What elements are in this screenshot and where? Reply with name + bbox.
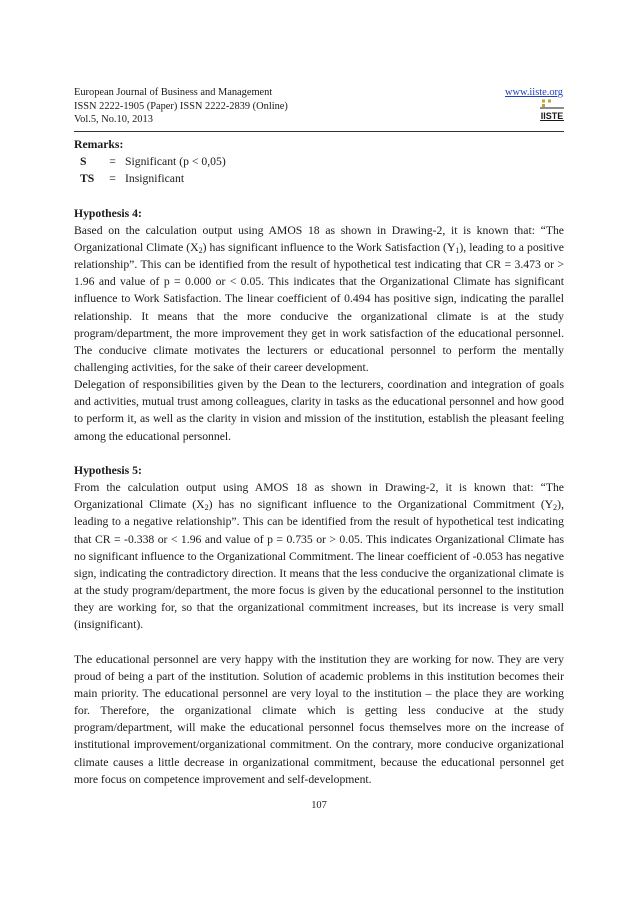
journal-issn: ISSN 2222-1905 (Paper) ISSN 2222-2839 (Online)	[74, 100, 288, 112]
remarks-title: Remarks:	[74, 138, 124, 151]
hypothesis-4-title: Hypothesis 4:	[74, 206, 142, 220]
journal-volume: Vol.5, No.10, 2013	[74, 114, 153, 126]
remark-text: Insignificant	[125, 172, 185, 186]
remark-symbol: TS	[80, 172, 95, 186]
hypothesis-4-paragraph-1: Based on the calculation output using AMOS 18 as shown in Drawing-2, it is known that: “The Organizational Climate $(X_2)$ has significant influence to the Work Satisfaction $(Y_1)$, leading to a positive relationship”. This can be identified from the result of hypothetical test indicating that CR = 3.473 or > 1.96 and value of p = 0.000 or < 0.05. This indicates that the Organizational Climate has significant influence to Work Satisfaction. The linear coefficient of 0.494 has positive sign, indicating the parallel relationship. It means that the more conducive the organizational climate is at the study program/department, the more improvement they get in work satisfaction of the educational personnel. The conducive climate motivates the lecturers or educational personnel to perform the mentally challenging activities, for the sake of their career development.	[74, 223, 564, 375]
iiste-logo	[540, 99, 564, 122]
journal-name: European Journal of Business and Management	[74, 87, 273, 98]
journal-url-link[interactable]: www.iiste.org	[504, 87, 563, 98]
header-divider	[74, 131, 564, 132]
remark-equals: =	[109, 155, 116, 169]
closing-paragraph: The educational personnel are very happy with the institution they are working for now. They are very proud of being a part of the institution. Solution of academic problems in this institution becomes their main priority. The educational personnel are very loyal to the institution – the place they are working for. Therefore, the organizational climate which is getting less conducive at the study program/department, will make the educational personnel focus themselves more on the increase of institutional improvement/organizational commitment. On the contrary, more conducive organizational climate causes a little decrease in organizational commitment, because the educational personnel get more focus on competence improvement and self-development.	[74, 652, 564, 786]
hypothesis-5-title: Hypothesis 5:	[74, 463, 142, 477]
hypothesis-4-paragraph-2: Delegation of responsibilities given by the Dean to the lecturers, coordination and integration of goals and activities, mutual trust among colleagues, clarity in tasks as the educational personnel and how good to perform it, as well as the clarity in vision and mission of the institution, establish the pleasant feeling among the educational personnel.	[74, 378, 564, 443]
hypothesis-5-paragraph-1: From the calculation output using AMOS 18 as shown in Drawing-2, it is known that: “The Organizational Climate $(X_2)$ has no significant influence to the Organizational Commitment $(Y_2)$, leading to a negative relationship”. This can be identified from the result of hypothetical test indicating that CR = -0.338 or < 1.96 and value of p = 0.735 or > 0.05. This indicates Organizational Climate has no significant influence to the Organizational Commitment. The linear coefficient of -0.053 has negative sign, indicating the contradictory direction. It means that the less conducive the organizational climate is at the study program/department, the more focus is given by the educational personnel to the institution they are working for, so that the organizational commitment increases, but its increase is very small (insignificant).	[74, 481, 564, 632]
journal-header	[74, 86, 288, 127]
remark-row	[74, 170, 564, 187]
remark-equals: =	[109, 172, 116, 186]
remark-text: Significant (p < 0,05)	[125, 155, 226, 169]
page-number: 107	[311, 800, 327, 811]
article-body	[74, 136, 564, 788]
logo-text: IISTE	[540, 111, 564, 121]
remark-symbol: S	[80, 155, 87, 169]
remark-row	[74, 153, 564, 170]
